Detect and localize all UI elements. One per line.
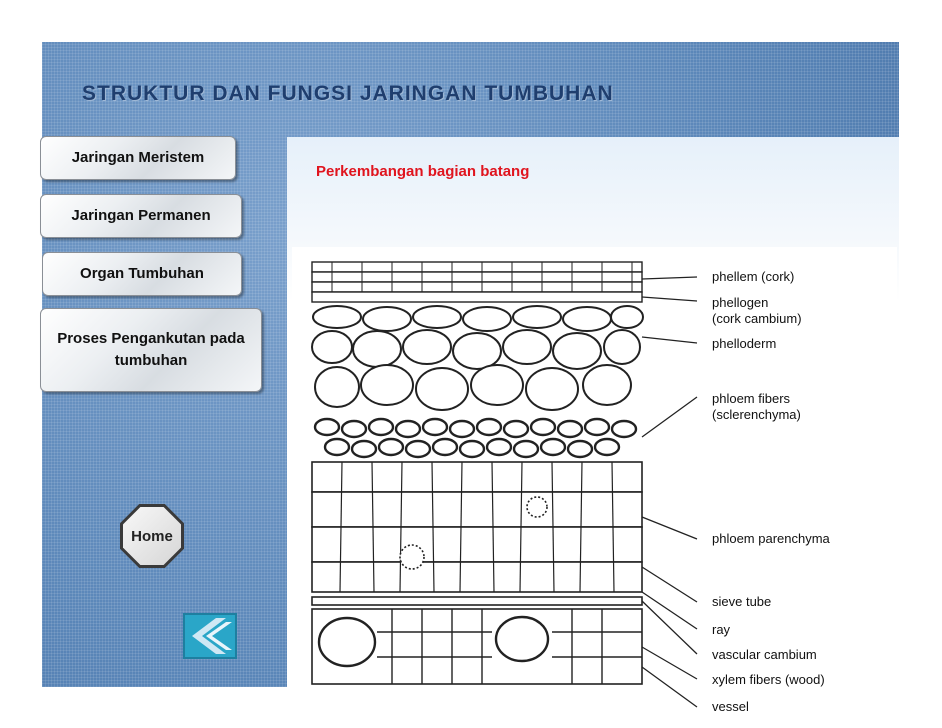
nav-proses-pengankutan[interactable] [40, 308, 262, 392]
label-vessel: vessel [712, 699, 749, 714]
back-button[interactable] [182, 612, 238, 660]
nav-label: Jaringan Permanen [71, 207, 211, 224]
nav-label: Proses Pengankutan pada tumbuhan [57, 330, 245, 369]
label-cork-cambium: (cork cambium) [712, 311, 802, 326]
chevron-left-double-icon [182, 612, 238, 660]
stem-cross-section-diagram [292, 247, 897, 714]
nav-label: Jaringan Meristem [71, 149, 205, 166]
label-sclerenchyma: (sclerenchyma) [712, 407, 801, 422]
label-ray: ray [712, 622, 731, 637]
label-phloem-fibers: phloem fibers [712, 391, 791, 406]
home-label: Home [131, 528, 173, 545]
slide-title: STRUKTUR DAN FUNGSI JARINGAN TUMBUHAN [82, 82, 614, 105]
label-xylem-fibers: xylem fibers (wood) [712, 672, 825, 687]
nav-jaringan-meristem[interactable] [40, 136, 236, 180]
nav-label: Organ Tumbuhan [80, 265, 204, 282]
label-sieve-tube: sieve tube [712, 594, 772, 609]
home-button[interactable] [120, 504, 184, 568]
label-phloem-parenchyma: phloem parenchyma [712, 531, 830, 546]
label-phelloderm: phelloderm [712, 336, 777, 351]
nav-organ-tumbuhan[interactable] [42, 252, 242, 296]
label-phellogen: phellogen [712, 295, 769, 310]
nav-jaringan-permanen[interactable] [40, 194, 242, 238]
label-phellem: phellem (cork) [712, 269, 795, 284]
label-vascular-cambium: vascular cambium [712, 647, 817, 662]
slide [42, 42, 899, 714]
slide-subtitle: Perkembangan bagian batang [316, 163, 530, 180]
